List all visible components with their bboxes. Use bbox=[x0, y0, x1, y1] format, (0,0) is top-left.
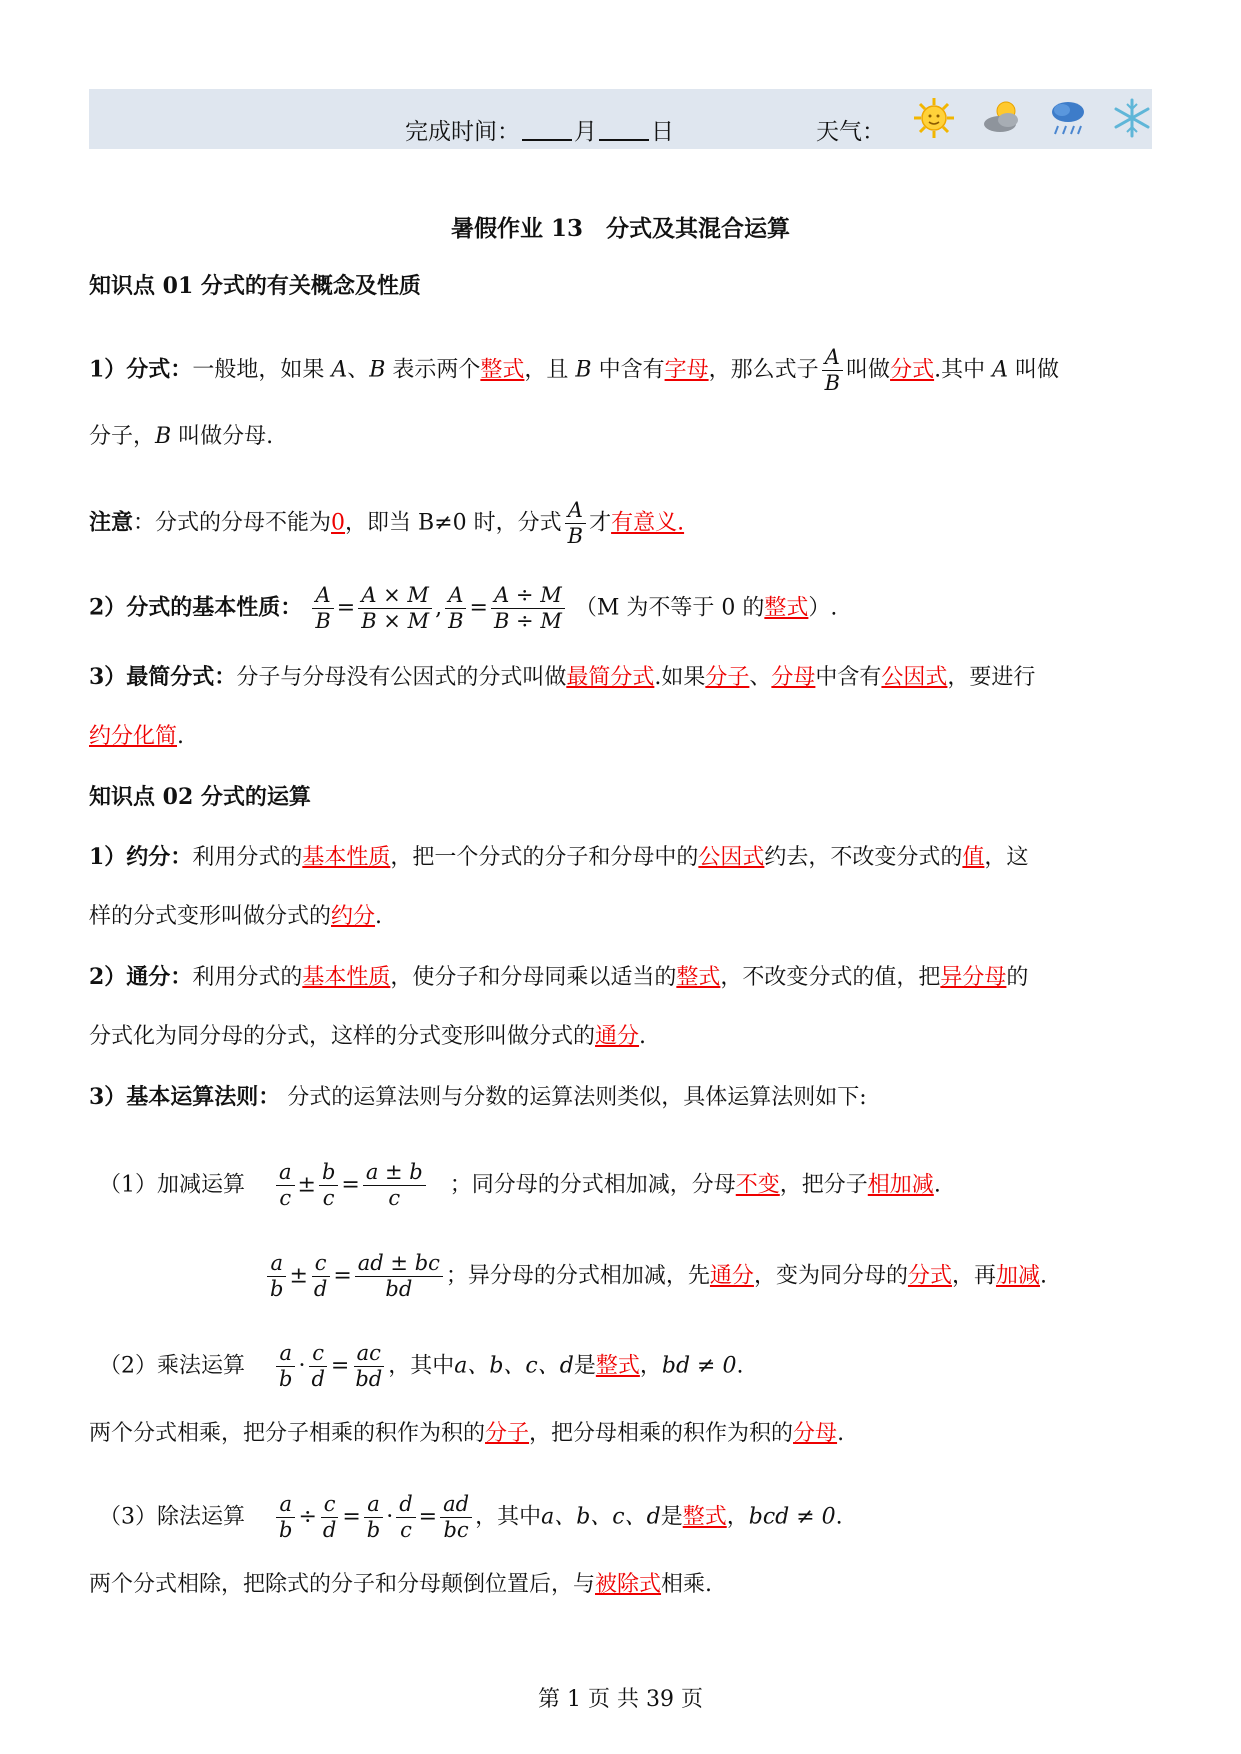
denominator: b bbox=[366, 1518, 381, 1542]
text: ；同分母的分式相加减，分母 bbox=[449, 1172, 736, 1198]
numerator: a bbox=[267, 1251, 286, 1277]
text: ，这 bbox=[984, 845, 1029, 870]
answer: 基本性质 bbox=[302, 845, 391, 870]
text: 利用分式的 bbox=[192, 845, 303, 870]
kp2-q3 bbox=[89, 1081, 867, 1114]
page-title: 暑假作业 13 分式及其混合运算 bbox=[450, 215, 790, 242]
answer: 值 bbox=[962, 845, 985, 870]
numerator: b bbox=[319, 1160, 338, 1186]
month-blank bbox=[522, 119, 572, 141]
numerator: ad ± bc bbox=[355, 1251, 443, 1277]
fraction bbox=[491, 583, 565, 634]
answer: 通分 bbox=[709, 1263, 754, 1289]
div-row: （3）除法运算 $\frac{a}{b}$ ÷ $\frac{c}{d}$ = $\frac{a}{b}$ · $\frac{d}{c}$ = $\frac{ad}{bc}$ ，其中a、b、c、d是整式，bcd ≠ 0. bbox=[99, 1492, 843, 1542]
answer: 分子 bbox=[705, 665, 750, 690]
answer: 整式 bbox=[595, 1353, 640, 1379]
answer: 整式 bbox=[682, 1504, 727, 1530]
fraction bbox=[440, 1492, 472, 1543]
q1-label: 1）约分： bbox=[89, 844, 193, 870]
text: . bbox=[1040, 1263, 1047, 1289]
answer: 分子 bbox=[485, 1421, 530, 1446]
answer: 相加减 bbox=[867, 1172, 934, 1198]
vars: a、b、c、d bbox=[454, 1353, 574, 1379]
denominator: B bbox=[315, 609, 331, 633]
sun-icon bbox=[912, 96, 956, 140]
p1-label: 1）分式： bbox=[89, 356, 193, 383]
denominator: d bbox=[322, 1518, 337, 1542]
text: ；异分母的分式相加减，先 bbox=[445, 1263, 710, 1289]
text: 叫做分母. bbox=[171, 424, 274, 449]
text: 是 bbox=[573, 1353, 596, 1379]
kp2-q2-line2 bbox=[89, 1021, 646, 1053]
kp2-q1-line2 bbox=[89, 901, 382, 933]
snowflake-icon bbox=[1110, 96, 1154, 140]
text: .如果 bbox=[654, 665, 706, 690]
text: ，使分子和分母同乘以适当的 bbox=[390, 965, 677, 990]
add-label: （1）加减运算 bbox=[99, 1172, 245, 1198]
kp1-note bbox=[89, 498, 684, 549]
numerator: a bbox=[276, 1341, 295, 1367]
numerator: a bbox=[276, 1160, 295, 1186]
text: 叫做 bbox=[1007, 357, 1059, 383]
text: ）. bbox=[808, 595, 838, 621]
denominator: d bbox=[313, 1277, 328, 1301]
answer: 公因式 bbox=[698, 845, 765, 870]
numerator: ac bbox=[354, 1341, 384, 1367]
answer: 整式 bbox=[480, 357, 525, 383]
answer: 分母 bbox=[793, 1421, 838, 1446]
denominator: b bbox=[278, 1367, 293, 1391]
answer: 异分母 bbox=[940, 965, 1007, 990]
kp1-p1-line2 bbox=[89, 421, 273, 453]
fraction bbox=[311, 1251, 330, 1302]
fraction bbox=[358, 583, 432, 634]
text: ，变为同分母的 bbox=[753, 1263, 908, 1289]
text: 是 bbox=[660, 1504, 683, 1530]
text: 一般地，如果 bbox=[192, 357, 332, 383]
text: . bbox=[375, 904, 383, 929]
fraction-A-over-B bbox=[565, 498, 586, 549]
text: 、 bbox=[347, 357, 370, 383]
div-label: （3）除法运算 bbox=[99, 1504, 245, 1530]
fraction bbox=[312, 583, 333, 634]
fraction bbox=[276, 1160, 295, 1211]
text: 才 bbox=[589, 510, 612, 536]
text: . bbox=[933, 1172, 941, 1198]
text: ：分式的分母不能为 bbox=[133, 510, 332, 536]
text: ， bbox=[726, 1504, 749, 1530]
condition: bd ≠ 0 bbox=[661, 1353, 737, 1379]
text: 分式化为同分母的分式，这样的分式变形叫做分式的 bbox=[89, 1024, 596, 1049]
numerator: a bbox=[364, 1492, 383, 1518]
text: ，要进行 bbox=[947, 665, 1036, 690]
var: A bbox=[331, 357, 348, 383]
answer: 基本性质 bbox=[302, 965, 391, 990]
kp1-p1-line1 bbox=[89, 345, 1059, 396]
answer: 约分化简 bbox=[89, 724, 178, 749]
denominator: bc bbox=[443, 1518, 469, 1542]
text: 叫做 bbox=[846, 357, 891, 383]
day-label: 日 bbox=[651, 119, 674, 145]
denominator: b bbox=[278, 1518, 293, 1542]
text: . bbox=[736, 1353, 744, 1379]
var: B bbox=[369, 357, 386, 383]
numerator: c bbox=[309, 1341, 327, 1367]
text: ，再 bbox=[951, 1263, 996, 1289]
mul-row: （2）乘法运算 $\frac{a}{b}$ · $\frac{c}{d}$ = $\frac{ac}{bd}$ ，其中a、b、c、d是整式，bd ≠ 0. bbox=[99, 1341, 744, 1391]
month-label: 月 bbox=[574, 119, 597, 145]
answer: 整式 bbox=[764, 595, 809, 621]
partly-cloudy-icon bbox=[980, 96, 1024, 140]
kp1-p3-line2 bbox=[89, 721, 184, 753]
text: 表示两个 bbox=[385, 357, 481, 383]
answer: 字母 bbox=[664, 357, 709, 383]
text: 、 bbox=[749, 665, 772, 690]
kp2-q2-line1 bbox=[89, 961, 1028, 994]
fraction bbox=[308, 1341, 327, 1392]
answer: 最简分式 bbox=[566, 665, 655, 690]
text: 约去，不改变分式的 bbox=[764, 845, 963, 870]
answer: 不变 bbox=[735, 1172, 780, 1198]
text: ，把一个分式的分子和分母中的 bbox=[390, 845, 699, 870]
answer: 通分 bbox=[595, 1024, 640, 1049]
denominator: c bbox=[279, 1186, 292, 1210]
numerator: A bbox=[822, 345, 843, 371]
denominator: B bbox=[824, 371, 841, 395]
text: 分式的运算法则与分数的运算法则类似，具体运算法则如下: bbox=[280, 1085, 867, 1110]
answer: 整式 bbox=[676, 965, 721, 990]
fraction bbox=[445, 583, 466, 634]
add-row-2: $\frac{a}{b}$ ± $\frac{c}{d}$ = $\frac{ad \pm bc}{bd}$ ；异分母的分式相加减，先通分，变为同分母的分式，再加减. bbox=[264, 1251, 1047, 1302]
add-row-1: （1）加减运算 $\frac{a}{c}$ ± $\frac{b}{c}$ = $\frac{a \pm b}{c}$ ；同分母的分式相加减，分母不变，把分子相加减. bbox=[99, 1160, 941, 1210]
fraction bbox=[267, 1251, 286, 1302]
kp2-q1-line1 bbox=[89, 841, 1028, 874]
answer: 分式 bbox=[907, 1263, 952, 1289]
q3-label: 3）基本运算法则： bbox=[89, 1084, 281, 1110]
var: A bbox=[992, 357, 1008, 383]
mul-label: （2）乘法运算 bbox=[99, 1353, 245, 1379]
p3-label: 3）最简分式： bbox=[89, 664, 237, 690]
text: ，且 bbox=[524, 357, 576, 383]
fraction bbox=[319, 1160, 338, 1211]
text: . bbox=[639, 1024, 647, 1049]
kp1-p3-line1 bbox=[89, 661, 1035, 694]
denominator: B ÷ M bbox=[493, 609, 562, 633]
text: 样的分式变形叫做分式的 bbox=[89, 904, 332, 929]
numerator: d bbox=[396, 1492, 415, 1518]
answer: 约分 bbox=[331, 904, 376, 929]
numerator: A × M bbox=[358, 583, 432, 609]
p2-label: 2）分式的基本性质： bbox=[89, 594, 303, 621]
fraction bbox=[320, 1492, 339, 1543]
kp2-heading: 知识点 02 分式的运算 bbox=[89, 784, 311, 810]
fraction bbox=[364, 1492, 383, 1543]
text: . bbox=[837, 1421, 845, 1446]
text: 分子， bbox=[89, 424, 156, 449]
note-label: 注意 bbox=[89, 509, 134, 536]
fraction bbox=[276, 1492, 295, 1543]
text: ，不改变分式的值，把 bbox=[720, 965, 941, 990]
mul-desc bbox=[89, 1418, 844, 1450]
denominator: c bbox=[388, 1186, 401, 1210]
rain-icon bbox=[1046, 96, 1090, 140]
text: . bbox=[835, 1504, 843, 1530]
numerator: A bbox=[312, 583, 333, 609]
answer: 分母 bbox=[771, 665, 816, 690]
answer: 公因式 bbox=[881, 665, 948, 690]
numerator: a bbox=[276, 1492, 295, 1518]
numerator: A bbox=[565, 498, 586, 524]
answer: 加减 bbox=[995, 1263, 1040, 1289]
fraction bbox=[355, 1251, 443, 1302]
text: 相乘. bbox=[661, 1572, 713, 1597]
var: B bbox=[575, 357, 592, 383]
fraction bbox=[396, 1492, 415, 1543]
denominator: b bbox=[270, 1277, 284, 1301]
var: B bbox=[155, 424, 172, 449]
completion-label: 完成时间： bbox=[405, 119, 520, 145]
denominator: bd bbox=[385, 1277, 413, 1301]
page-footer: 第 1 页 共 39 页 bbox=[538, 1687, 703, 1712]
text: ，其中 bbox=[475, 1504, 542, 1530]
text: ，把分母相乘的积作为积的 bbox=[529, 1421, 794, 1446]
text: 两个分式相乘，把分子相乘的积作为积的 bbox=[89, 1421, 486, 1446]
denominator: B × M bbox=[361, 609, 430, 633]
denominator: bd bbox=[355, 1367, 383, 1391]
text: 两个分式相除，把除式的分子和分母颠倒位置后，与 bbox=[89, 1572, 596, 1597]
fraction-A-over-B bbox=[822, 345, 843, 396]
numerator: c bbox=[321, 1492, 339, 1518]
fraction bbox=[352, 1341, 385, 1392]
numerator: ad bbox=[440, 1492, 472, 1518]
weather-label: 天气： bbox=[816, 119, 885, 145]
denominator: c bbox=[322, 1186, 335, 1210]
denominator: d bbox=[311, 1367, 325, 1391]
fraction bbox=[363, 1160, 426, 1211]
numerator: A bbox=[445, 583, 466, 609]
kp1-heading: 知识点 01 分式的有关概念及性质 bbox=[89, 273, 421, 299]
text: 中含有 bbox=[591, 357, 665, 383]
text: . bbox=[177, 724, 185, 749]
text: ，那么式子 bbox=[708, 357, 819, 383]
denominator: B bbox=[448, 609, 464, 633]
text: .其中 bbox=[934, 357, 993, 383]
text: 中含有 bbox=[815, 665, 882, 690]
text: （M 为不等于 0 的 bbox=[574, 595, 765, 621]
vars: a、b、c、d bbox=[541, 1504, 661, 1530]
numerator: a ± b bbox=[363, 1160, 426, 1186]
text: ， bbox=[639, 1353, 662, 1379]
text: 分子与分母没有公因式的分式叫做 bbox=[236, 665, 567, 690]
text: ，其中 bbox=[388, 1353, 455, 1379]
text: ，把分子 bbox=[779, 1172, 868, 1198]
answer: 0 bbox=[331, 510, 346, 536]
text: ，即当 B≠0 时，分式 bbox=[345, 510, 562, 536]
div-desc bbox=[89, 1569, 712, 1601]
day-blank bbox=[599, 119, 649, 141]
text: 的 bbox=[1006, 965, 1029, 990]
denominator: c bbox=[400, 1518, 412, 1542]
condition: bcd ≠ 0 bbox=[748, 1504, 836, 1530]
fraction bbox=[276, 1341, 295, 1392]
completion-time bbox=[405, 113, 674, 146]
answer: 有意义. bbox=[611, 510, 685, 536]
numerator: A ÷ M bbox=[491, 583, 565, 609]
answer: 分式 bbox=[890, 357, 935, 383]
answer: 被除式 bbox=[595, 1572, 662, 1597]
denominator: B bbox=[567, 524, 584, 548]
text: 利用分式的 bbox=[192, 965, 303, 990]
kp1-p2: 2）分式的基本性质： $\frac{A}{B}$ = $\frac{A \times M}{B \times M}$ , $\frac{A}{B}$ = $\frac{A \div M}{B \div M}$ （M 为不等于 0 的整式）. bbox=[89, 583, 838, 633]
q2-label: 2）通分： bbox=[89, 964, 193, 990]
numerator: c bbox=[312, 1251, 330, 1277]
